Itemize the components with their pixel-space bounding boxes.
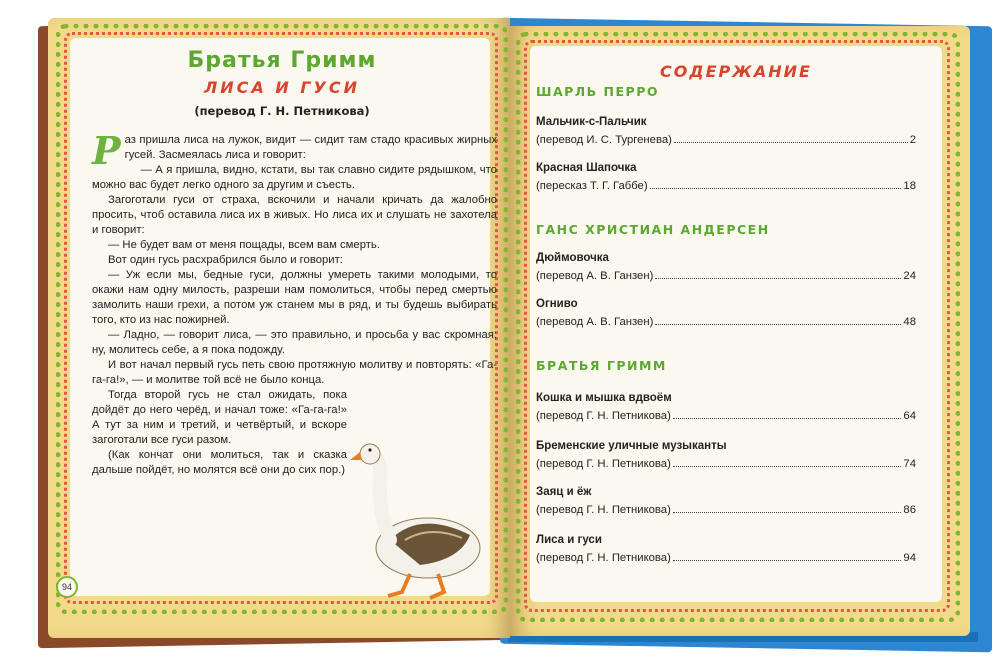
toc-entry[interactable] bbox=[536, 440, 916, 470]
toc-entry[interactable] bbox=[536, 116, 916, 146]
story-paragraph: аз пришла лиса на лужок, видит — сидит там стадо красивых жирных гусей. Засмеялась лиса и говорит: bbox=[124, 134, 497, 161]
toc-author: БРАТЬЯ ГРИММ bbox=[536, 358, 667, 373]
toc-entry-page: 48 bbox=[903, 316, 916, 328]
toc-entry-title: Кошка и мышка вдвоём bbox=[536, 392, 672, 404]
toc-entry-title: Огниво bbox=[536, 298, 578, 310]
toc-entry[interactable] bbox=[536, 162, 916, 192]
toc-entry-note: (перевод Г. Н. Петникова) bbox=[536, 410, 671, 422]
toc-entry-page: 2 bbox=[909, 134, 916, 146]
story-paragraph: И вот начал первый гусь петь свою протяжную молитву и повторять: «Га-га-га!», — и молитве той всё не было конца. bbox=[92, 359, 497, 386]
story-paragraph: Загоготали гуси от страха, вскочили и начали кричать да жалобно просить, чтоб оставила лиса их в живых. Но лиса их и слушать не захотела и говорит: bbox=[92, 194, 497, 236]
toc-entry-page: 94 bbox=[903, 552, 916, 564]
toc-entry[interactable] bbox=[536, 486, 916, 516]
toc-entry-note: (пересказ Т. Г. Габбе) bbox=[536, 180, 648, 192]
toc-entry-note: (перевод Г. Н. Петникова) bbox=[536, 552, 671, 564]
toc-entry-note: (перевод Г. Н. Петникова) bbox=[536, 504, 671, 516]
story-paragraph: Тогда второй гусь не стал ожидать, пока дойдёт до него черёд, и начал тоже: «Га-га-га!» А тут за ним и третий, и четвёртый, и вскоре загоготали все гуси разом. bbox=[92, 389, 347, 446]
toc-entry-note: (перевод Г. Н. Петникова) bbox=[536, 458, 671, 470]
book-author-title: Братья Гримм bbox=[187, 48, 377, 73]
toc-entry-title: Бременские уличные музыканты bbox=[536, 440, 727, 452]
toc-author: ШАРЛЬ ПЕРРО bbox=[536, 84, 659, 99]
toc-entry[interactable] bbox=[536, 392, 916, 422]
story-translation: (перевод Г. Н. Петникова) bbox=[194, 104, 370, 118]
toc-entry-page: 74 bbox=[903, 458, 916, 470]
toc-entry-note: (перевод А. В. Ганзен) bbox=[536, 270, 654, 282]
toc-entry-note: (перевод А. В. Ганзен) bbox=[536, 316, 654, 328]
goose-illustration bbox=[350, 440, 490, 600]
story-paragraph: — Ладно, — говорит лиса, — это правильно, и просьба у вас скромная; ну, молитесь себе, а я пока подожду. bbox=[92, 329, 497, 356]
toc-entry[interactable] bbox=[536, 252, 916, 282]
story-paragraph: — Уж если мы, бедные гуси, должны умереть такими молодыми, то окажи нам одну милость, разреши нам помолиться, чтобы перед смертью замолить наши грехи, а потом уж станем мы в ряд, и ты будешь выбирать того, кто из нас пожирней. bbox=[92, 269, 497, 326]
toc-entry-title: Заяц и ёж bbox=[536, 486, 592, 498]
toc-entry-title: Красная Шапочка bbox=[536, 162, 637, 174]
toc-entry-note: (перевод И. С. Тургенева) bbox=[536, 134, 672, 146]
toc-entry-title: Мальчик-с-Пальчик bbox=[536, 116, 647, 128]
story-paragraph: Вот один гусь расхрабрился было и говорит: bbox=[108, 254, 343, 266]
toc-entry-page: 18 bbox=[903, 180, 916, 192]
story-title: ЛИСА И ГУСИ bbox=[204, 78, 360, 97]
toc-entry[interactable] bbox=[536, 298, 916, 328]
toc-entry-title: Дюймовочка bbox=[536, 252, 609, 264]
toc-entry-title: Лиса и гуси bbox=[536, 534, 602, 546]
story-paragraph: (Как кончат они молиться, так и сказка дальше пойдёт, но молятся всё они до сих пор.) bbox=[92, 449, 347, 476]
toc-entry-page: 86 bbox=[903, 504, 916, 516]
page-number: 94 bbox=[56, 576, 78, 598]
story-text bbox=[92, 128, 497, 478]
toc-author: ГАНС ХРИСТИАН АНДЕРСЕН bbox=[536, 222, 770, 237]
toc-entry-page: 24 bbox=[903, 270, 916, 282]
story-paragraph: — Не будет вам от меня пощады, всем вам смерть. bbox=[108, 239, 380, 251]
contents-title: СОДЕРЖАНИЕ bbox=[660, 62, 812, 81]
toc-entry-page: 64 bbox=[903, 410, 916, 422]
story-paragraph: — А я пришла, видно, кстати, вы так славно сидите рядышком, что можно вас будет легко одного за другим и съесть. bbox=[92, 164, 497, 191]
toc-entry[interactable] bbox=[536, 534, 916, 564]
drop-cap: Р bbox=[92, 128, 121, 173]
